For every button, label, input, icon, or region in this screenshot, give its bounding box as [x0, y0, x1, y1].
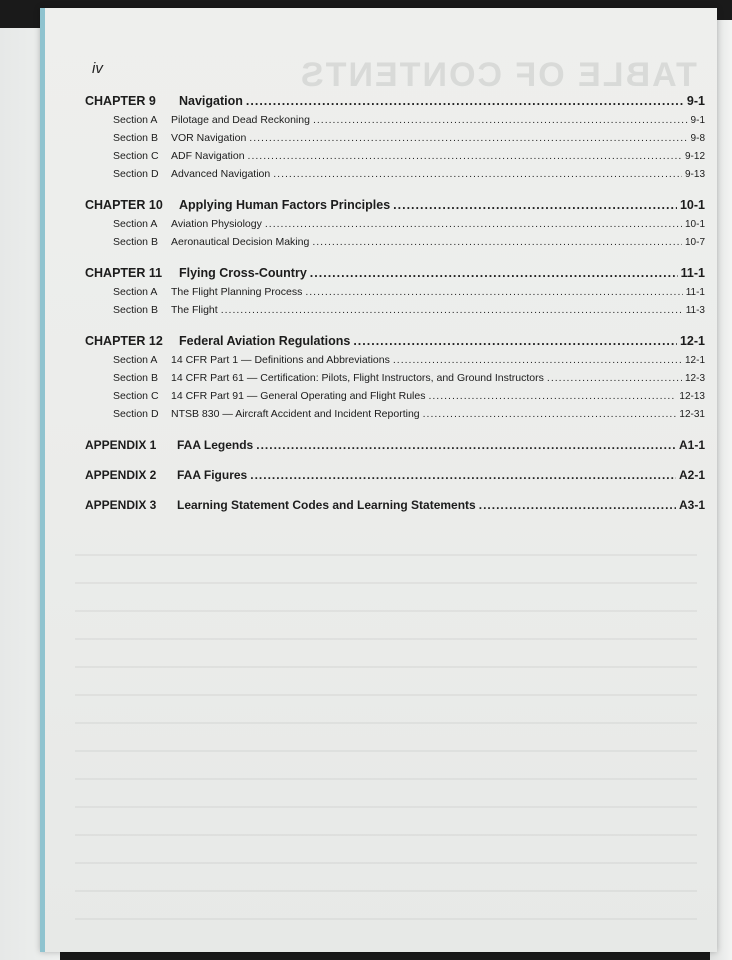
chapter-label: CHAPTER 12: [85, 334, 163, 348]
section-title: 14 CFR Part 61 — Certification: Pilots, Flight Instructors, and Ground Instructors: [171, 372, 544, 384]
dot-leader: [256, 438, 676, 452]
dot-leader: [547, 372, 682, 384]
toc-appendix-row[interactable]: [85, 468, 705, 488]
toc-appendix-row[interactable]: [85, 438, 705, 458]
section-page: 10-1: [684, 219, 705, 230]
chapter-11-block: [85, 266, 705, 322]
toc-chapter-row[interactable]: [85, 94, 705, 114]
dot-leader: [250, 468, 676, 482]
section-label: Section D: [113, 168, 159, 180]
section-title: ADF Navigation: [171, 150, 245, 162]
toc-section-row[interactable]: [85, 114, 705, 132]
chapter-page: 12-1: [679, 334, 705, 348]
section-label: Section A: [113, 354, 158, 366]
chapter-label: CHAPTER 11: [85, 266, 163, 280]
section-label: Section A: [113, 114, 158, 126]
section-page: 9-1: [690, 115, 705, 126]
section-title: VOR Navigation: [171, 132, 247, 144]
toc-chapter-row[interactable]: [85, 198, 705, 218]
dot-leader: [221, 304, 683, 316]
chapter-title: Navigation: [179, 94, 243, 108]
table-of-contents: [85, 94, 705, 528]
dot-leader: [273, 168, 682, 180]
dot-leader: [393, 354, 682, 366]
section-page: 9-12: [684, 151, 705, 162]
section-page: 11-1: [685, 287, 705, 298]
chapter-10-block: [85, 198, 705, 254]
dot-leader: [249, 132, 687, 144]
dot-leader: [310, 266, 678, 280]
dot-leader: [353, 334, 677, 348]
toc-section-row[interactable]: [85, 304, 705, 322]
toc-appendix-row[interactable]: [85, 498, 705, 518]
chapter-9-block: [85, 94, 705, 186]
section-label: Section B: [113, 132, 158, 144]
section-title: Pilotage and Dead Reckoning: [171, 114, 310, 126]
section-label: Section C: [113, 150, 159, 162]
chapter-label: CHAPTER 10: [85, 198, 163, 212]
toc-section-row[interactable]: [85, 408, 705, 426]
section-page: 12-31: [679, 409, 705, 420]
appendix-page: A2-1: [678, 468, 705, 482]
section-page: 10-7: [684, 237, 705, 248]
section-label: Section B: [113, 372, 158, 384]
toc-section-row[interactable]: [85, 354, 705, 372]
section-title: 14 CFR Part 91 — General Operating and Flight Rules: [171, 390, 426, 402]
chapter-title: Flying Cross-Country: [179, 266, 307, 280]
toc-section-row[interactable]: [85, 150, 705, 168]
toc-section-row[interactable]: [85, 390, 705, 408]
section-label: Section A: [113, 286, 158, 298]
toc-section-row[interactable]: [85, 372, 705, 390]
appendix-title: FAA Legends: [177, 438, 254, 452]
section-label: Section C: [113, 390, 159, 402]
dot-leader: [393, 198, 677, 212]
section-label: Section A: [113, 218, 158, 230]
toc-section-row[interactable]: [85, 286, 705, 304]
toc-chapter-row[interactable]: [85, 266, 705, 286]
toc-section-row[interactable]: [85, 218, 705, 236]
dot-leader: [423, 408, 677, 420]
dot-leader: [248, 150, 682, 162]
chapter-title: Federal Aviation Regulations: [179, 334, 351, 348]
section-page: 9-8: [690, 133, 705, 144]
section-page: 12-3: [684, 373, 705, 384]
toc-section-row[interactable]: [85, 236, 705, 254]
appendix-label: APPENDIX 2: [85, 468, 157, 482]
section-label: Section B: [113, 304, 158, 316]
dot-leader: [265, 218, 682, 230]
book-page: [40, 8, 717, 952]
page-number: iv: [92, 60, 103, 77]
dot-leader: [479, 498, 676, 512]
section-title: The Flight Planning Process: [171, 286, 303, 298]
bleed-through-heading: TABLE OF CONTENTS: [299, 56, 697, 94]
dot-leader: [313, 114, 688, 126]
dot-leader: [305, 286, 682, 298]
appendix-title: Learning Statement Codes and Learning Statements: [177, 498, 476, 512]
chapter-page: 10-1: [679, 198, 705, 212]
section-page: 9-13: [684, 169, 705, 180]
section-title: Aeronautical Decision Making: [171, 236, 310, 248]
section-label: Section D: [113, 408, 159, 420]
section-title: 14 CFR Part 1 — Definitions and Abbreviations: [171, 354, 390, 366]
appendix-title: FAA Figures: [177, 468, 248, 482]
dot-leader: [312, 236, 682, 248]
section-page: 12-13: [679, 391, 705, 402]
chapter-label: CHAPTER 9: [85, 94, 156, 108]
section-label: Section B: [113, 236, 158, 248]
section-title: Advanced Navigation: [171, 168, 271, 180]
dot-leader: [246, 94, 684, 108]
section-title: The Flight: [171, 304, 218, 316]
appendix-page: A1-1: [678, 438, 705, 452]
appendix-page: A3-1: [678, 498, 705, 512]
toc-section-row[interactable]: [85, 168, 705, 186]
section-title: NTSB 830 — Aircraft Accident and Incident Reporting: [171, 408, 420, 420]
chapter-12-block: [85, 334, 705, 426]
chapter-title: Applying Human Factors Principles: [179, 198, 391, 212]
toc-chapter-row[interactable]: [85, 334, 705, 354]
chapter-page: 11-1: [680, 266, 705, 280]
section-page: 11-3: [685, 305, 705, 316]
section-title: Aviation Physiology: [171, 218, 262, 230]
section-page: 12-1: [684, 355, 705, 366]
bleed-through-text: [75, 528, 697, 942]
toc-section-row[interactable]: [85, 132, 705, 150]
chapter-page: 9-1: [686, 94, 705, 108]
appendix-label: APPENDIX 1: [85, 438, 157, 452]
appendix-label: APPENDIX 3: [85, 498, 157, 512]
dot-leader: [428, 390, 676, 402]
